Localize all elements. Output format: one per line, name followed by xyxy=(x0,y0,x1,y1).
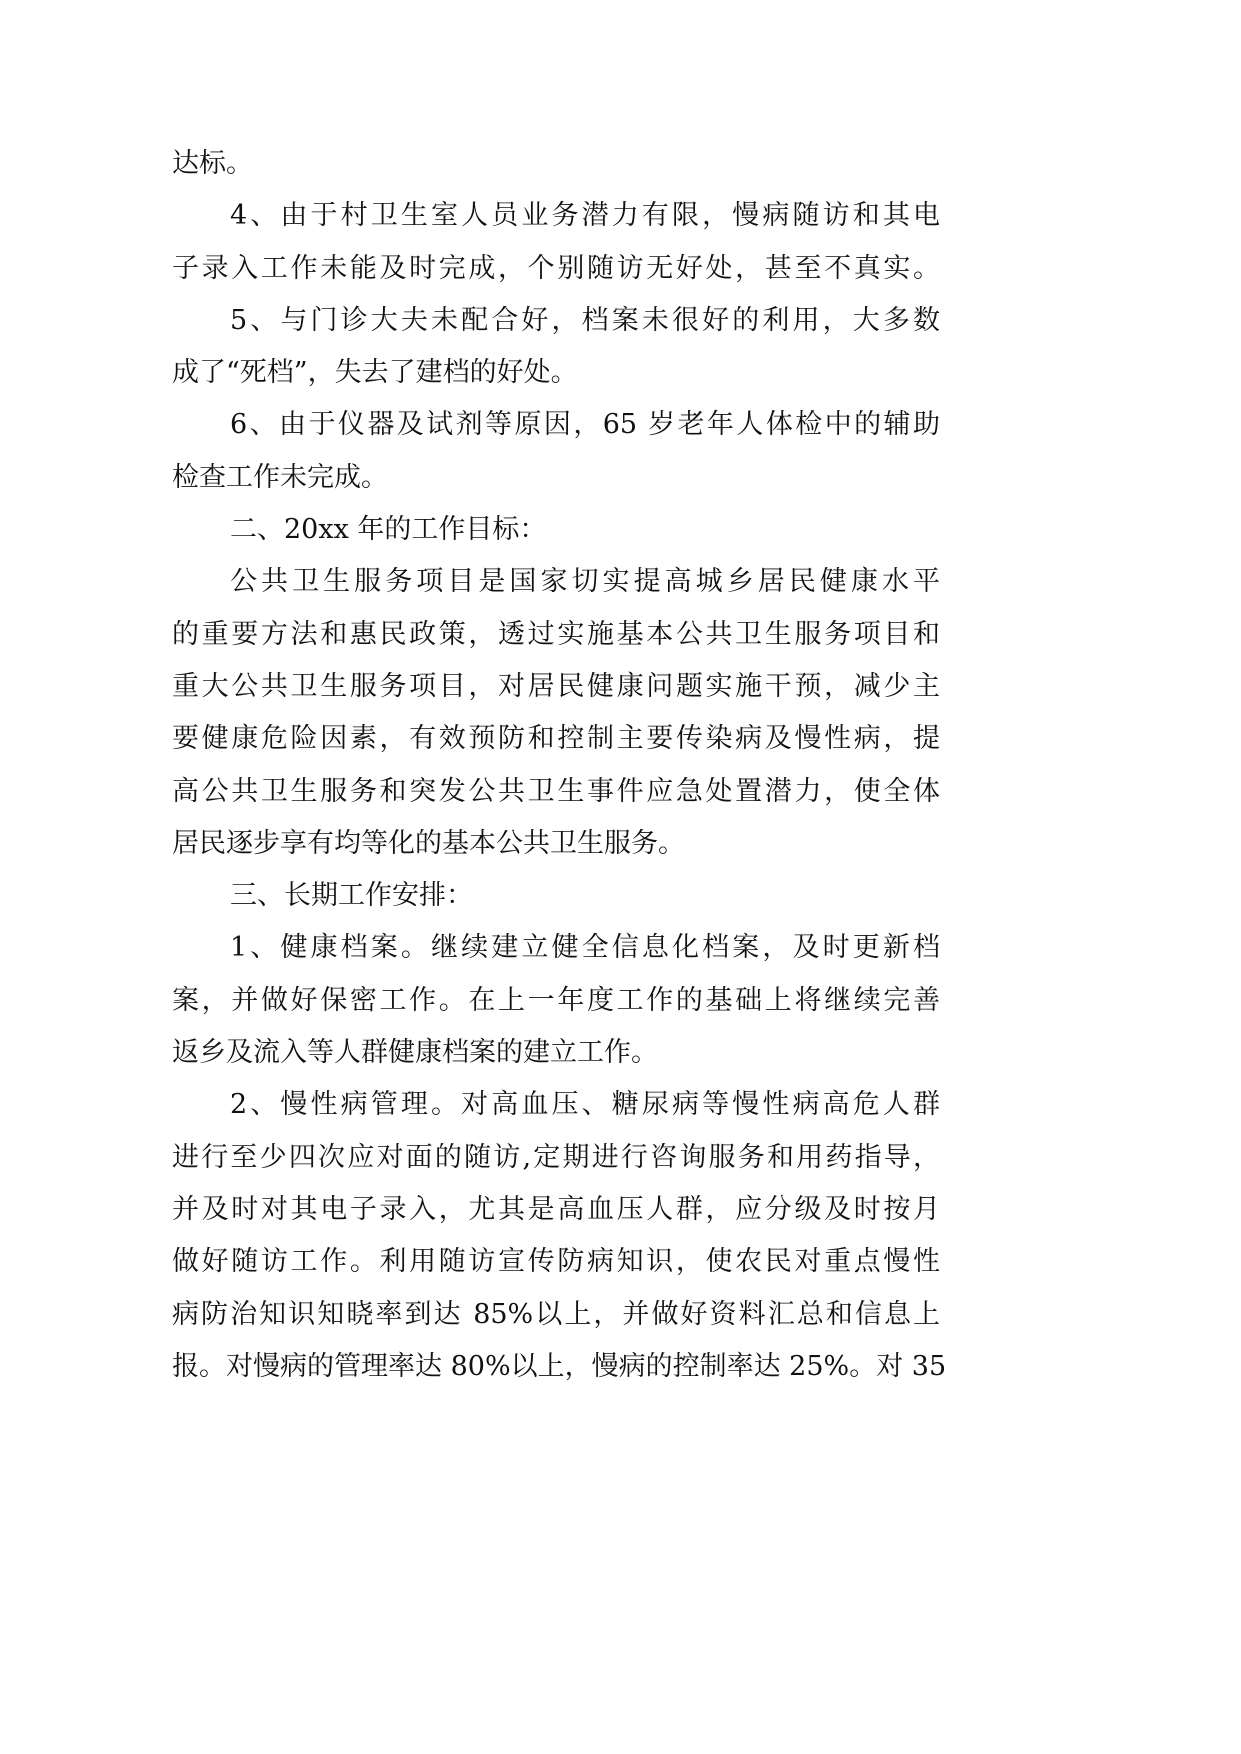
text-line: 达标。 xyxy=(172,148,253,179)
text-line: 子录入工作未能及时完成，个别随访无好处，甚至不真实。 xyxy=(172,252,940,284)
text-line: 二、20xx 年的工作目标： xyxy=(230,514,547,546)
text-line: 病防治知识知晓率到达 85%以上，并做好资料汇总和信息上 xyxy=(172,1298,940,1330)
text-line: 案，并做好保密工作。在上一年度工作的基础上将继续完善 xyxy=(172,984,940,1016)
text-line: 6、由于仪器及试剂等原因，65 岁老年人体检中的辅助 xyxy=(230,409,940,441)
text-line: 4、由于村卫生室人员业务潜力有限，慢病随访和其电 xyxy=(230,200,940,232)
text-line: 的重要方法和惠民政策，透过实施基本公共卫生服务项目和 xyxy=(172,618,940,650)
text-line: 居民逐步享有均等化的基本公共卫生服务。 xyxy=(172,827,685,859)
text-line: 进行至少四次应对面的随访,定期进行咨询服务和用药指导， xyxy=(172,1141,940,1173)
text-line: 重大公共卫生服务项目，对居民健康问题实施干预，减少主 xyxy=(172,670,940,702)
text-line: 并及时对其电子录入，尤其是高血压人群，应分级及时按月 xyxy=(172,1193,940,1225)
text-line: 做好随访工作。利用随访宣传防病知识，使农民对重点慢性 xyxy=(172,1246,940,1278)
text-line: 成了“死档”，失去了建档的好处。 xyxy=(172,357,578,389)
text-line: 检查工作未完成。 xyxy=(172,461,388,493)
text-line: 公共卫生服务项目是国家切实提高城乡居民健康水平 xyxy=(230,566,940,598)
text-line: 返乡及流入等人群健康档案的建立工作。 xyxy=(172,1037,658,1069)
text-line: 三、长期工作安排： xyxy=(230,880,473,912)
text-line: 2、慢性病管理。对高血压、糖尿病等慢性病高危人群 xyxy=(230,1089,940,1121)
text-line: 要健康危险因素，有效预防和控制主要传染病及慢性病，提 xyxy=(172,723,940,755)
text-line: 1、健康档案。继续建立健全信息化档案，及时更新档 xyxy=(230,932,940,964)
text-line: 报。对慢病的管理率达 80%以上，慢病的控制率达 25%。对 35 xyxy=(172,1350,947,1382)
text-line: 高公共卫生服务和突发公共卫生事件应急处置潜力，使全体 xyxy=(172,775,940,807)
text-line: 5、与门诊大夫未配合好，档案未很好的利用，大多数 xyxy=(230,304,940,336)
document-page xyxy=(172,138,947,1393)
